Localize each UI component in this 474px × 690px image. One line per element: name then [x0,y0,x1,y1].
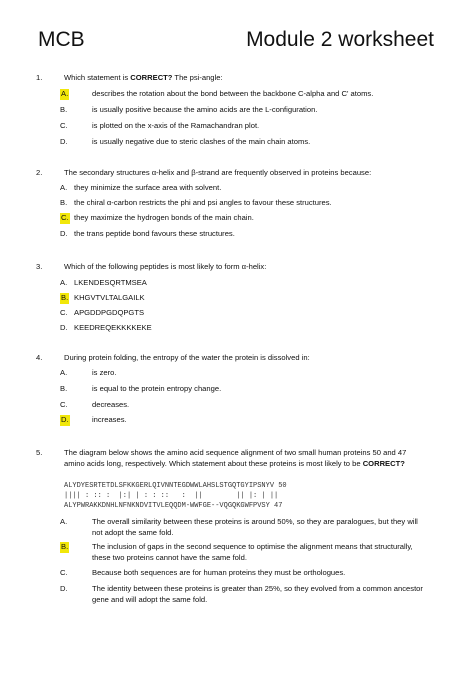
question-5-option-b [36,542,436,563]
option-text: gene and will adopt the same fold. [92,594,208,604]
course-title: MCB [38,28,85,51]
option-letter: D. [60,137,68,146]
option-text: is usually negative due to steric clashes of the main chain atoms. [92,137,311,146]
question-4-option-d [36,415,436,426]
question-4-option-c [36,400,436,411]
question-3-option-a [36,278,436,289]
option-text: The inclusion of gaps in the second sequence to optimise the alignment means that structurally, [92,542,413,551]
question-1-option-b [36,105,436,116]
question-3-stem [36,261,436,272]
question-2-option-a [36,183,436,194]
option-text: the trans peptide bond favours these structures. [74,229,235,238]
question-number: 3. [36,262,43,271]
option-letter: D. [60,584,68,593]
option-text: the chiral α-carbon restricts the phi and psi angles to favour these structures. [74,198,332,207]
question-2-stem [36,167,436,178]
option-letter-highlighted: B. [61,293,69,302]
stem-text: Which of the following peptides is most likely to form α-helix: [64,262,267,271]
option-letter: A. [60,278,68,287]
option-letter: C. [60,308,68,317]
question-number: 1. [36,73,43,82]
option-letter: D. [60,323,68,332]
alignment-line-2: ALYPWRAKKDNHLNFNKNDVITVLEQQDM-WWFGE--VQGQKGWFPVSY 47 [64,502,283,510]
question-5-option-d [36,584,436,605]
question-number: 4. [36,353,43,362]
option-text: they minimize the surface area with solvent. [74,183,222,192]
option-text: APGDDPGDQPGTS [74,308,145,317]
option-text: they maximize the hydrogen bonds of the main chain. [74,213,254,222]
question-1-option-a [36,89,436,100]
question-4-stem [36,352,436,363]
option-text: is zero. [92,368,117,377]
alignment-line-1: ALYDYESRTETDLSFKKGERLQIVNNTEGDWWLAHSLSTGQTGYIPSNYV 50 [64,482,287,490]
option-letter: C. [60,400,68,409]
stem-text: The diagram below shows the amino acid sequence alignment of two small human proteins 50 and 47 [64,448,407,457]
option-letter: D. [60,229,68,238]
option-text: is usually positive because the amino acids are the L-configuration. [92,105,318,114]
option-letter-highlighted: D. [61,415,69,424]
option-letter: A. [60,368,68,377]
stem-text: amino acids long, respectively. Which statement about these proteins is most likely to be [64,459,363,468]
stem-text: The psi-angle: [172,73,223,82]
question-3-option-b [36,293,436,304]
stem-text: Which statement is [64,73,131,82]
option-letter: B. [60,384,68,393]
stem-text: During protein folding, the entropy of the water the protein is dissolved in: [64,353,310,362]
option-letter: B. [60,198,68,207]
option-text: these two proteins cannot have the same fold. [92,552,247,562]
option-text: Because both sequences are for human proteins they must be orthologues. [92,568,346,577]
stem-text: The secondary structures α-helix and β-strand are frequently observed in proteins because: [64,168,372,177]
option-text: KHGVTVLTALGAILK [74,293,145,302]
option-text: is plotted on the x-axis of the Ramachandran plot. [92,121,260,130]
stem-emphasis: CORRECT? [130,73,173,82]
option-letter: A. [60,183,68,192]
page-header [38,28,434,58]
option-letter-highlighted: C. [61,213,69,222]
option-text: KEEDREQEKKKKEKE [74,323,152,332]
option-letter: C. [60,121,68,130]
stem-emphasis: CORRECT? [362,459,405,468]
question-5-option-a [36,517,436,538]
question-2-option-d [36,229,436,240]
alignment-match-line: |||| : :: : |:| | : : :: : || || |: | || [64,492,279,500]
question-number: 5. [36,448,43,457]
option-letter-highlighted: B. [61,542,69,551]
question-4-option-a [36,368,436,379]
question-1-option-c [36,121,436,132]
question-5-option-c [36,568,436,579]
question-5-stem [36,447,436,469]
option-text: describes the rotation about the bond between the backbone C-alpha and C' atoms. [92,89,374,98]
option-text: The identity between these proteins is greater than 25%, so they evolved from a common ancestor [92,584,423,593]
worksheet-title: Module 2 worksheet [246,28,434,51]
question-2-option-c [36,213,436,224]
option-letter: A. [60,517,68,526]
question-3-option-d [36,323,436,334]
option-text: decreases. [92,400,130,409]
option-letter-highlighted: A. [61,89,69,98]
option-text: is equal to the protein entropy change. [92,384,222,393]
question-1-stem [36,72,436,83]
option-text: not adopt the same fold. [92,527,174,537]
question-2-option-b [36,198,436,209]
question-4-option-b [36,384,436,395]
option-letter: B. [60,105,68,114]
option-text: increases. [92,415,127,424]
question-1-option-d [36,137,436,148]
question-3-option-c [36,308,436,319]
option-text: The overall similarity between these proteins is around 50%, so they are paralogues, but they will [92,517,418,526]
option-letter: C. [60,568,68,577]
option-text: LKENDESQRTMSEA [74,278,147,287]
question-number: 2. [36,168,43,177]
